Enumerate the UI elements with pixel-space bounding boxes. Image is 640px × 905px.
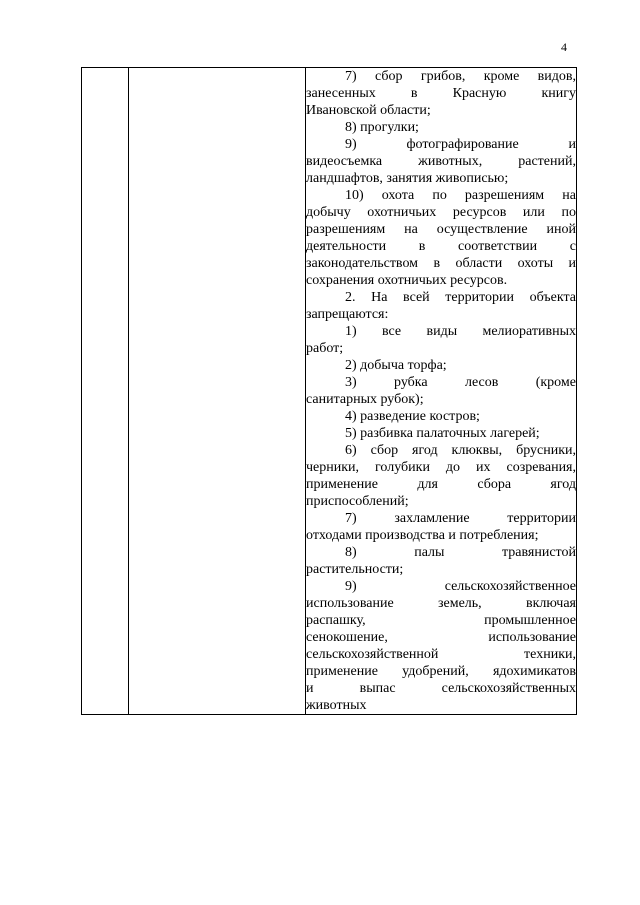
table-cell-text xyxy=(306,68,577,715)
text-line: сохранения охотничьих ресурсов. xyxy=(306,273,508,288)
text-line: Ивановской области; xyxy=(306,103,431,118)
text-line: животных xyxy=(306,698,367,713)
table-row xyxy=(82,68,577,715)
paragraph xyxy=(306,442,576,510)
text-line: законодательством в области охоты и xyxy=(306,256,576,271)
text-line: 9) фотографирование и xyxy=(345,137,576,152)
text-line: 3) рубка лесов (кроме xyxy=(345,375,576,390)
text-line: 4) разведение костров; xyxy=(345,409,480,424)
text-line: запрещаются: xyxy=(306,307,389,322)
text-line: 6) сбор ягод клюквы, брусники, xyxy=(345,443,576,458)
text-line: отходами производства и потребления; xyxy=(306,528,539,543)
paragraph xyxy=(306,510,576,544)
text-line: 7) захламление территории xyxy=(345,511,576,526)
paragraph xyxy=(306,357,576,374)
paragraph xyxy=(306,68,576,119)
text-line: сенокошение, использование xyxy=(306,630,576,645)
page-number: 4 xyxy=(561,40,567,54)
paragraph xyxy=(306,374,576,408)
text-line: применение для сбора ягод xyxy=(306,477,576,492)
paragraph xyxy=(306,136,576,187)
text-line: 8) палы травянистой xyxy=(345,545,576,560)
text-line: сельскохозяйственной техники, xyxy=(306,647,576,662)
paragraph xyxy=(306,187,576,289)
text-line: разрешениям на осуществление иной xyxy=(306,222,576,237)
paragraph xyxy=(306,289,576,323)
text-line: приспособлений; xyxy=(306,494,409,509)
text-line: 8) прогулки; xyxy=(345,120,419,135)
text-line: растительности; xyxy=(306,562,404,577)
text-line: ландшафтов, занятия живописью; xyxy=(306,171,509,186)
text-line: 10) охота по разрешениям на xyxy=(345,188,576,203)
text-line: занесенных в Красную книгу xyxy=(306,86,576,101)
table-cell-empty-1 xyxy=(82,68,129,715)
document-table xyxy=(81,67,577,715)
text-line: 2. На всей территории объекта xyxy=(345,290,576,305)
text-line: санитарных рубок); xyxy=(306,392,424,407)
text-line: добычу охотничьих ресурсов или по xyxy=(306,205,576,220)
text-line: распашку, промышленное xyxy=(306,613,576,628)
text-line: применение удобрений, ядохимикатов xyxy=(306,664,576,679)
text-line: и выпас сельскохозяйственных xyxy=(306,681,576,696)
paragraph-list xyxy=(306,68,576,714)
text-line: использование земель, включая xyxy=(306,596,576,611)
text-line: 5) разбивка палаточных лагерей; xyxy=(345,426,540,441)
text-line: 1) все виды мелиоративных xyxy=(345,324,576,339)
paragraph xyxy=(306,408,576,425)
paragraph xyxy=(306,323,576,357)
text-line: видеосъемка животных, растений, xyxy=(306,154,576,169)
paragraph xyxy=(306,544,576,578)
paragraph xyxy=(306,578,576,714)
text-line: 7) сбор грибов, кроме видов, xyxy=(345,69,576,84)
table-cell-empty-2 xyxy=(129,68,306,715)
text-line: деятельности в соответствии с xyxy=(306,239,576,254)
text-line: работ; xyxy=(306,341,344,356)
text-line: 9) сельскохозяйственное xyxy=(345,579,576,594)
text-line: черники, голубики до их созревания, xyxy=(306,460,576,475)
text-line: 2) добыча торфа; xyxy=(345,358,447,373)
paragraph xyxy=(306,119,576,136)
paragraph xyxy=(306,425,576,442)
